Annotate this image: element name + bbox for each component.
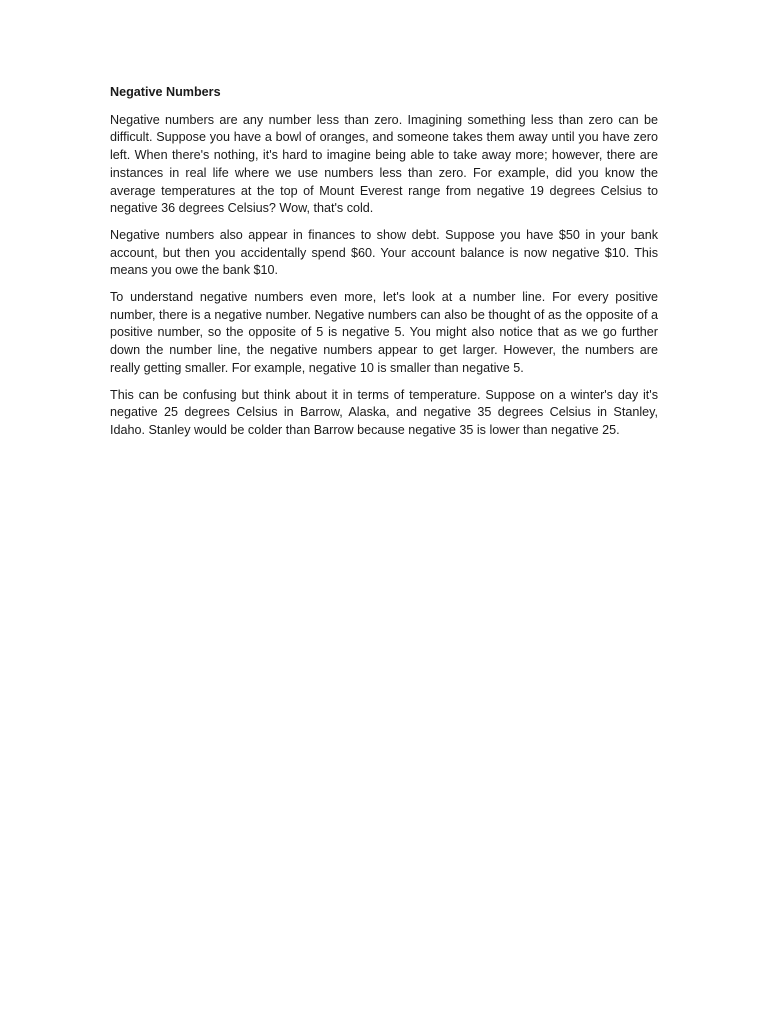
- document-title: Negative Numbers: [110, 85, 221, 99]
- document-body: [110, 84, 658, 449]
- paragraph-number-line: To understand negative numbers even more, let's look at a number line. For every positive number, there is a negative number. Negative numbers can also be thought of as the opposite of a positive number, so the opposite of 5 is negative 5. You might also notice that as we go further down the number line, the negative numbers appear to get larger. However, the numbers are really getting smaller. For example, negative 10 is smaller than negative 5.: [110, 290, 658, 375]
- paragraph-finances: Negative numbers also appear in finances to show debt. Suppose you have $50 in your bank account, but then you accidentally spend $60. Your account balance is now negative $10. This means you owe the bank $10.: [110, 227, 658, 278]
- paragraph-temperature: This can be confusing but think about it in terms of temperature. Suppose on a winter's day it's negative 25 degrees Celsius in Barrow, Alaska, and negative 35 degrees Celsius in Stanley, Idaho. Stanley would be colder than Barrow because negative 35 is lower than negative 25.: [110, 387, 658, 437]
- paragraph-definition: Negative numbers are any number less than zero. Imagining something less than zero can be difficult. Suppose you have a bowl of oranges, and someone takes them away until you have zero left. When there's nothing, it's hard to imagine being able to take away more; however, there are instances in real life where we use numbers less than zero. For example, did you know the average temperatures at the top of Mount Everest range from negative 19 degrees Celsius to negative 36 degrees Celsius? Wow, that's cold.: [110, 112, 658, 216]
